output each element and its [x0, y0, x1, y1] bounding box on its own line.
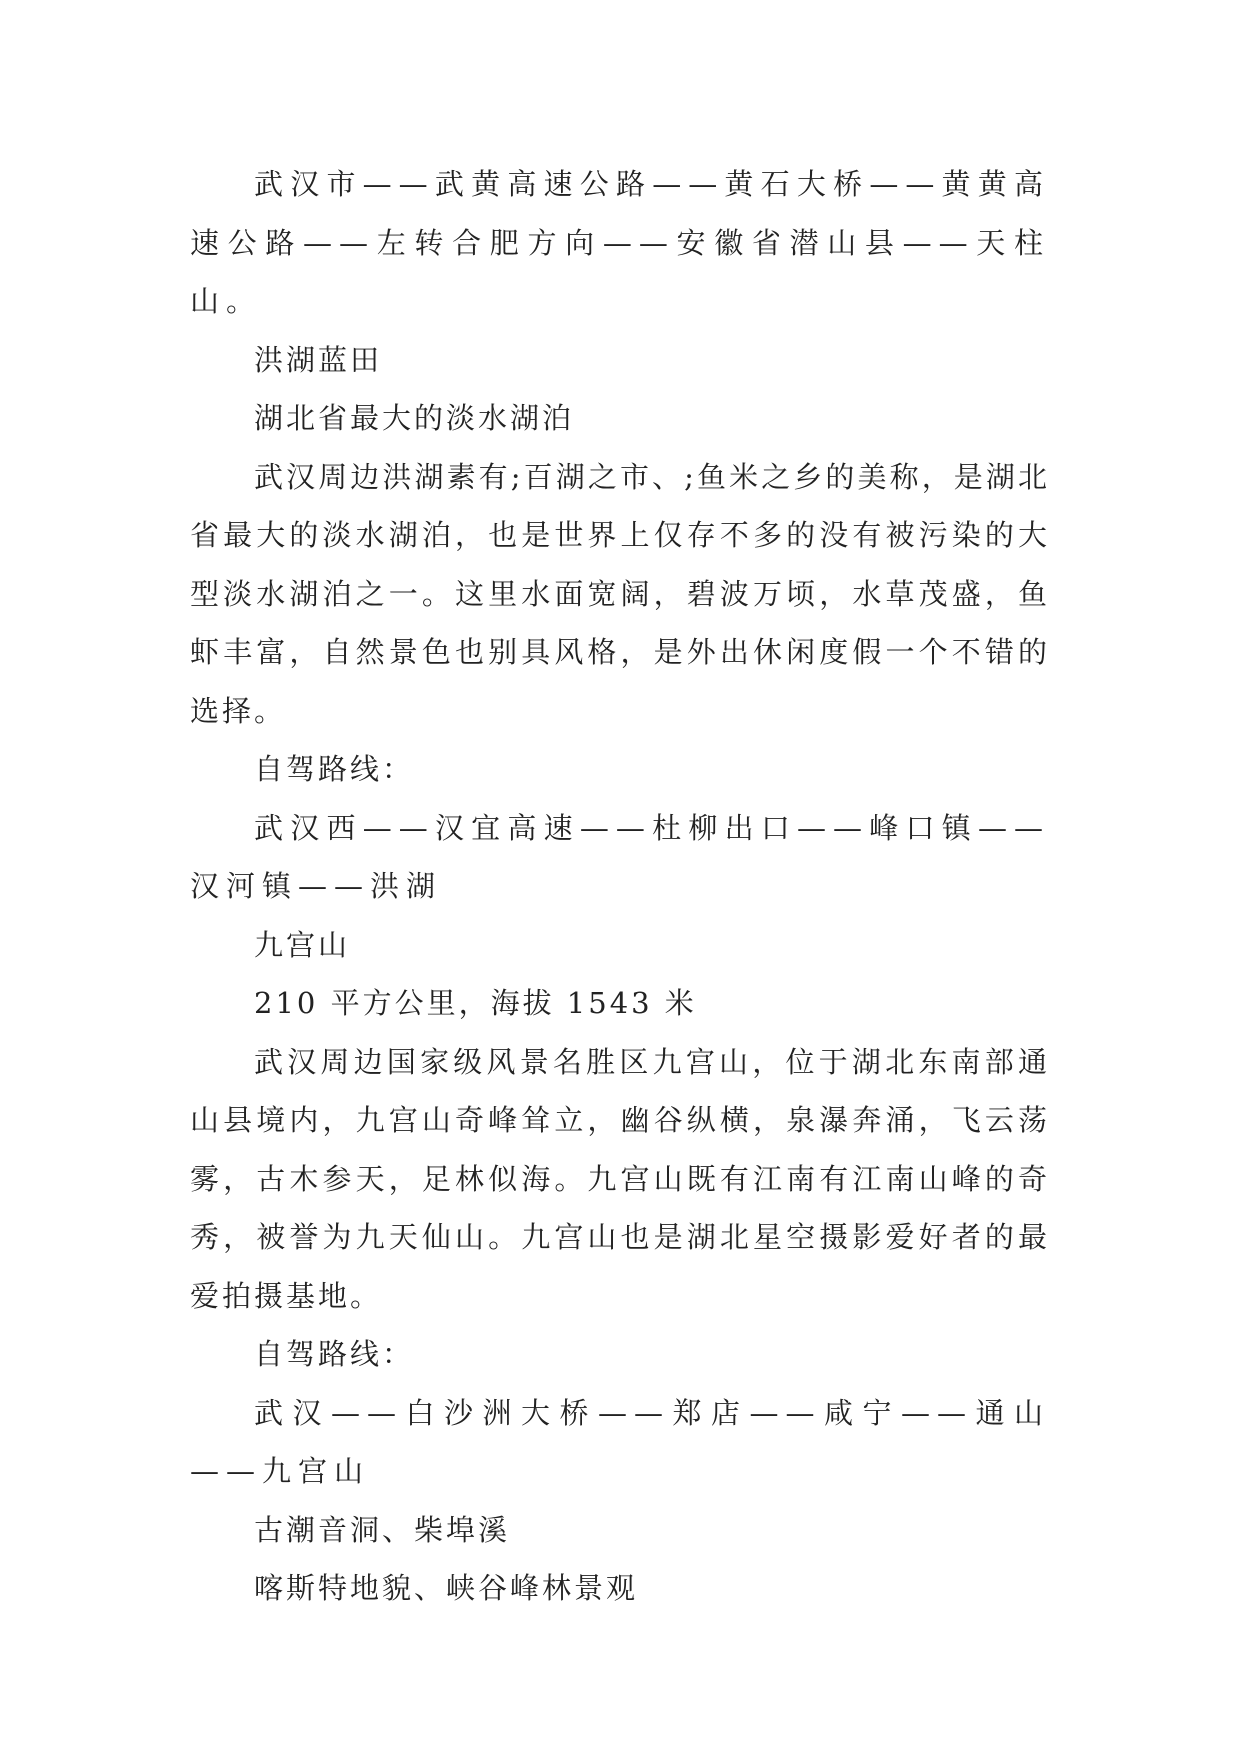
jiugongshan-area-altitude: 210 平方公里，海拔 1543 米 — [254, 986, 697, 1020]
honghu-description-paragraph: 武汉周边洪湖素有;百湖之市、;鱼米之乡的美称，是湖北省最大的淡水湖泊，也是世界上仅存不多的没有被污染的大型淡水湖泊之一。这里水面宽阔，碧波万顷，水草茂盛，鱼虾丰富，自然景色也别具风格，是外出休闲度假一个不错的选择。 — [190, 459, 1050, 728]
self-drive-route-label-jiugongshan: 自驾路线： — [254, 1337, 415, 1371]
subheading-karst-landform: 喀斯特地貌、峡谷峰林景观 — [254, 1571, 639, 1605]
self-drive-route-label-honghu: 自驾路线： — [254, 752, 415, 786]
heading-guchaoyin-cave: 古潮音洞、柴埠溪 — [254, 1512, 511, 1547]
heading-honghu-lantian: 洪湖蓝田 — [254, 342, 383, 377]
route-paragraph-honghu: 武汉西——汉宜高速——杜柳出口——峰口镇——汉河镇——洪湖 — [190, 810, 1050, 903]
subheading-largest-freshwater-lake: 湖北省最大的淡水湖泊 — [254, 401, 575, 435]
heading-jiugongshan: 九宫山 — [254, 927, 351, 962]
route-paragraph-tianzhushan: 武汉市——武黄高速公路——黄石大桥——黄黄高速公路——左转合肥方向——安徽省潜山县——天柱山。 — [190, 167, 1050, 318]
jiugongshan-description-paragraph: 武汉周边国家级风景名胜区九宫山，位于湖北东南部通山县境内，九宫山奇峰耸立，幽谷纵横，泉瀑奔涌，飞云荡雾，古木参天，足林似海。九宫山既有江南有江南山峰的奇秀，被誉为九天仙山。九宫山也是湖北星空摄影爱好者的最爱拍摄基地。 — [190, 1044, 1050, 1313]
document-body — [190, 155, 1050, 1618]
route-paragraph-jiugongshan: 武汉——白沙洲大桥——郑店——咸宁——通山——九宫山 — [190, 1395, 1050, 1488]
